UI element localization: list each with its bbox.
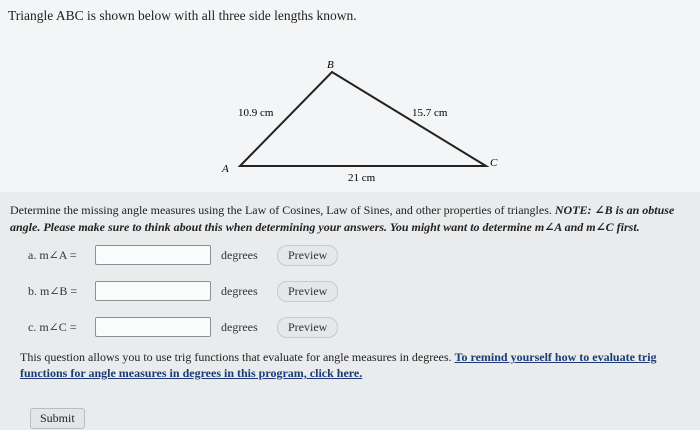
note-label: NOTE: <box>554 203 592 217</box>
question-label: b. m∠B = <box>28 283 78 298</box>
instructions <box>10 202 690 236</box>
preview-c-button[interactable]: Preview <box>277 317 338 338</box>
side-label-ac: 21 cm <box>348 172 376 184</box>
angle-c-input[interactable] <box>95 317 211 337</box>
trig-note <box>20 349 695 381</box>
vertex-label-c: C <box>490 157 498 169</box>
preview-a-button[interactable]: Preview <box>277 245 338 266</box>
vertex-label-a: A <box>222 163 229 175</box>
question-label: c. m∠C = <box>28 319 77 334</box>
question-row-a <box>28 243 338 267</box>
instructions-text: Determine the missing angle measures using the Law of Cosines, Law of Sines, and other properties of triangles. <box>10 203 552 217</box>
question-row-b <box>28 279 338 303</box>
unit-label: degrees <box>221 319 258 334</box>
side-label-ab: 10.9 cm <box>238 107 274 119</box>
trig-help-link[interactable]: To remind yourself how to evaluate trig functions for angle measures in degrees in this program, click here. <box>20 350 657 380</box>
vertex-label-b: B <box>327 59 334 71</box>
unit-label: degrees <box>221 247 258 262</box>
note-text: ∠B is an obtuse angle. Please make sure to think about this when determining your answers. You might want to determine m∠A and m∠C first. <box>10 203 675 234</box>
problem-title: Triangle ABC is shown below with all three side lengths known. <box>8 8 357 23</box>
question-row-c <box>28 315 338 339</box>
angle-a-input[interactable] <box>95 245 211 265</box>
preview-b-button[interactable]: Preview <box>277 281 338 302</box>
angle-b-input[interactable] <box>95 281 211 301</box>
triangle-shape <box>240 72 486 166</box>
unit-label: degrees <box>221 283 258 298</box>
question-label: a. m∠A = <box>28 247 77 262</box>
triangle-diagram <box>0 0 700 192</box>
submit-button[interactable]: Submit <box>30 408 85 429</box>
side-label-bc: 15.7 cm <box>412 107 448 119</box>
trig-note-text: This question allows you to use trig functions that evaluate for angle measures in degrees. <box>20 350 452 364</box>
